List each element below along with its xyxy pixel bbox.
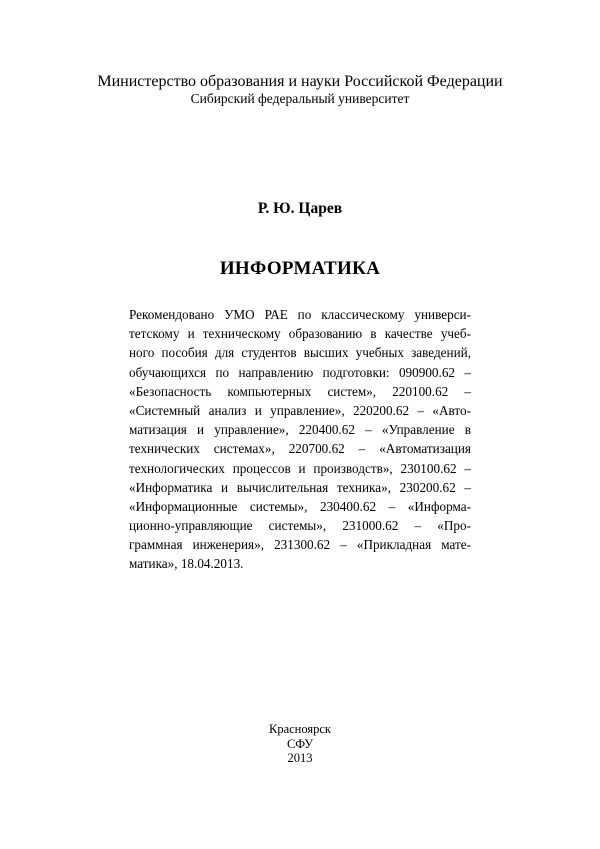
imprint	[0, 722, 600, 766]
recommendation-line: матика», 18.04.2013.	[129, 556, 244, 572]
university-name: Сибирский федеральный университет	[190, 91, 410, 106]
year: 2013	[287, 751, 313, 765]
book-title: ИНФОРМАТИКА	[219, 258, 381, 279]
recommendation-line: ционно-управляющие системы», 231000.62 – «Про-	[129, 518, 471, 534]
header	[0, 73, 600, 107]
recommendation-line: матизация и управление», 220400.62 – «Управление в	[129, 422, 471, 438]
recommendation-line: «Информационные системы», 230400.62 – «Информа-	[129, 498, 471, 514]
recommendation-line: «Безопасность компьютерных систем», 220100.62 –	[129, 383, 471, 399]
city: Красноярск	[268, 722, 331, 736]
recommendation-line: ного пособия для студентов высших учебных заведений,	[129, 345, 471, 361]
recommendation-line: обучающихся по направлению подготовки: 090900.62 –	[129, 364, 471, 380]
recommendation-line: технических системах», 220700.62 – «Автоматизация	[129, 441, 471, 457]
publisher: СФУ	[286, 736, 314, 751]
recommendation-line: «Системный анализ и управление», 220200.62 – «Авто-	[129, 402, 471, 418]
recommendation-line: «Информатика и вычислительная техника», 230200.62 –	[129, 479, 471, 495]
recommendation-paragraph	[129, 305, 471, 574]
recommendation-line: тетскому и техническому образованию в качестве учеб-	[129, 326, 471, 342]
recommendation-line: граммная инженерия», 231300.62 – «Прикладная мате-	[129, 537, 471, 553]
ministry-name: Министерство образования и науки Российской Федерации	[97, 73, 503, 90]
author-name: Р. Ю. Царев	[257, 200, 343, 217]
recommendation-line: технологических процессов и производств», 230100.62 –	[129, 460, 471, 476]
recommendation-line: Рекомендовано УМО РАЕ по классическому универси-	[129, 307, 471, 322]
